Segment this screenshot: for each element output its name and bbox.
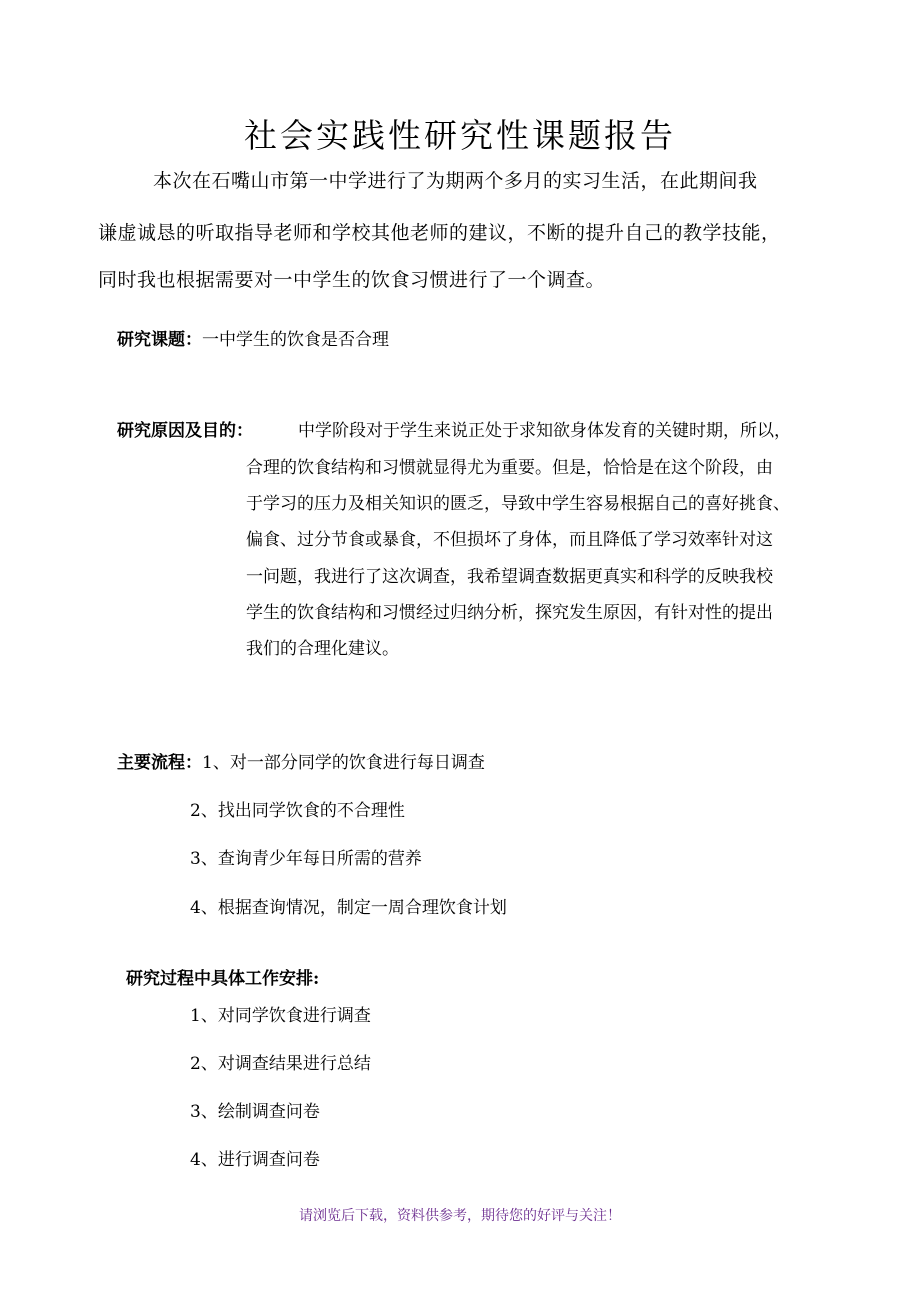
document-title: 社会实践性研究性课题报告 <box>244 116 676 155</box>
work-item: 4、进行调查问卷 <box>190 1150 320 1170</box>
research-reason-line: 一问题，我进行了这次调查，我希望调查数据更真实和科学的反映我校 <box>246 567 773 587</box>
research-reason-line: 我们的合理化建议。 <box>246 639 399 659</box>
process-item: 1、对一部分同学的饮食进行每日调查 <box>202 753 485 773</box>
main-process-label: 主要流程： <box>117 753 202 773</box>
research-topic-value: 一中学生的饮食是否合理 <box>202 330 389 350</box>
research-reason-line: 中学阶段对于学生来说正处于求知欲身体发育的关键时期，所以， <box>298 421 791 441</box>
research-reason-line: 学生的饮食结构和习惯经过归纳分析，探究发生原因，有针对性的提出 <box>246 603 773 623</box>
intro-line-1: 本次在石嘴山市第一中学进行了为期两个多月的实习生活，在此期间我 <box>153 170 758 192</box>
work-item: 3、绘制调查问卷 <box>190 1102 320 1122</box>
process-item: 2、找出同学饮食的不合理性 <box>190 801 405 821</box>
intro-line-3: 同时我也根据需要对一中学生的饮食习惯进行了一个调查。 <box>98 269 606 291</box>
work-item: 2、对调查结果进行总结 <box>190 1054 371 1074</box>
download-footer-note: 请浏览后下载，资料供参考，期待您的好评与关注！ <box>299 1208 621 1224</box>
main-process <box>117 750 485 776</box>
research-topic-label: 研究课题： <box>117 330 202 350</box>
process-item: 4、根据查询情况，制定一周合理饮食计划 <box>190 898 507 918</box>
research-reason-label: 研究原因及目的： <box>117 421 253 441</box>
research-topic <box>117 327 389 353</box>
work-arrangement-label: 研究过程中具体工作安排: <box>126 969 320 989</box>
research-reason-line: 合理的饮食结构和习惯就显得尤为重要。但是，恰恰是在这个阶段，由 <box>246 458 773 478</box>
intro-line-2: 谦虚诚恳的听取指导老师和学校其他老师的建议，不断的提升自己的教学技能， <box>98 222 781 244</box>
work-item: 1、对同学饮食进行调查 <box>190 1006 371 1026</box>
research-reason-line: 偏食、过分节食或暴食，不但损坏了身体，而且降低了学习效率针对这 <box>246 530 773 550</box>
process-item: 3、查询青少年每日所需的营养 <box>190 849 422 869</box>
research-reason-line: 于学习的压力及相关知识的匮乏，导致中学生容易根据自己的喜好挑食、 <box>246 494 790 514</box>
